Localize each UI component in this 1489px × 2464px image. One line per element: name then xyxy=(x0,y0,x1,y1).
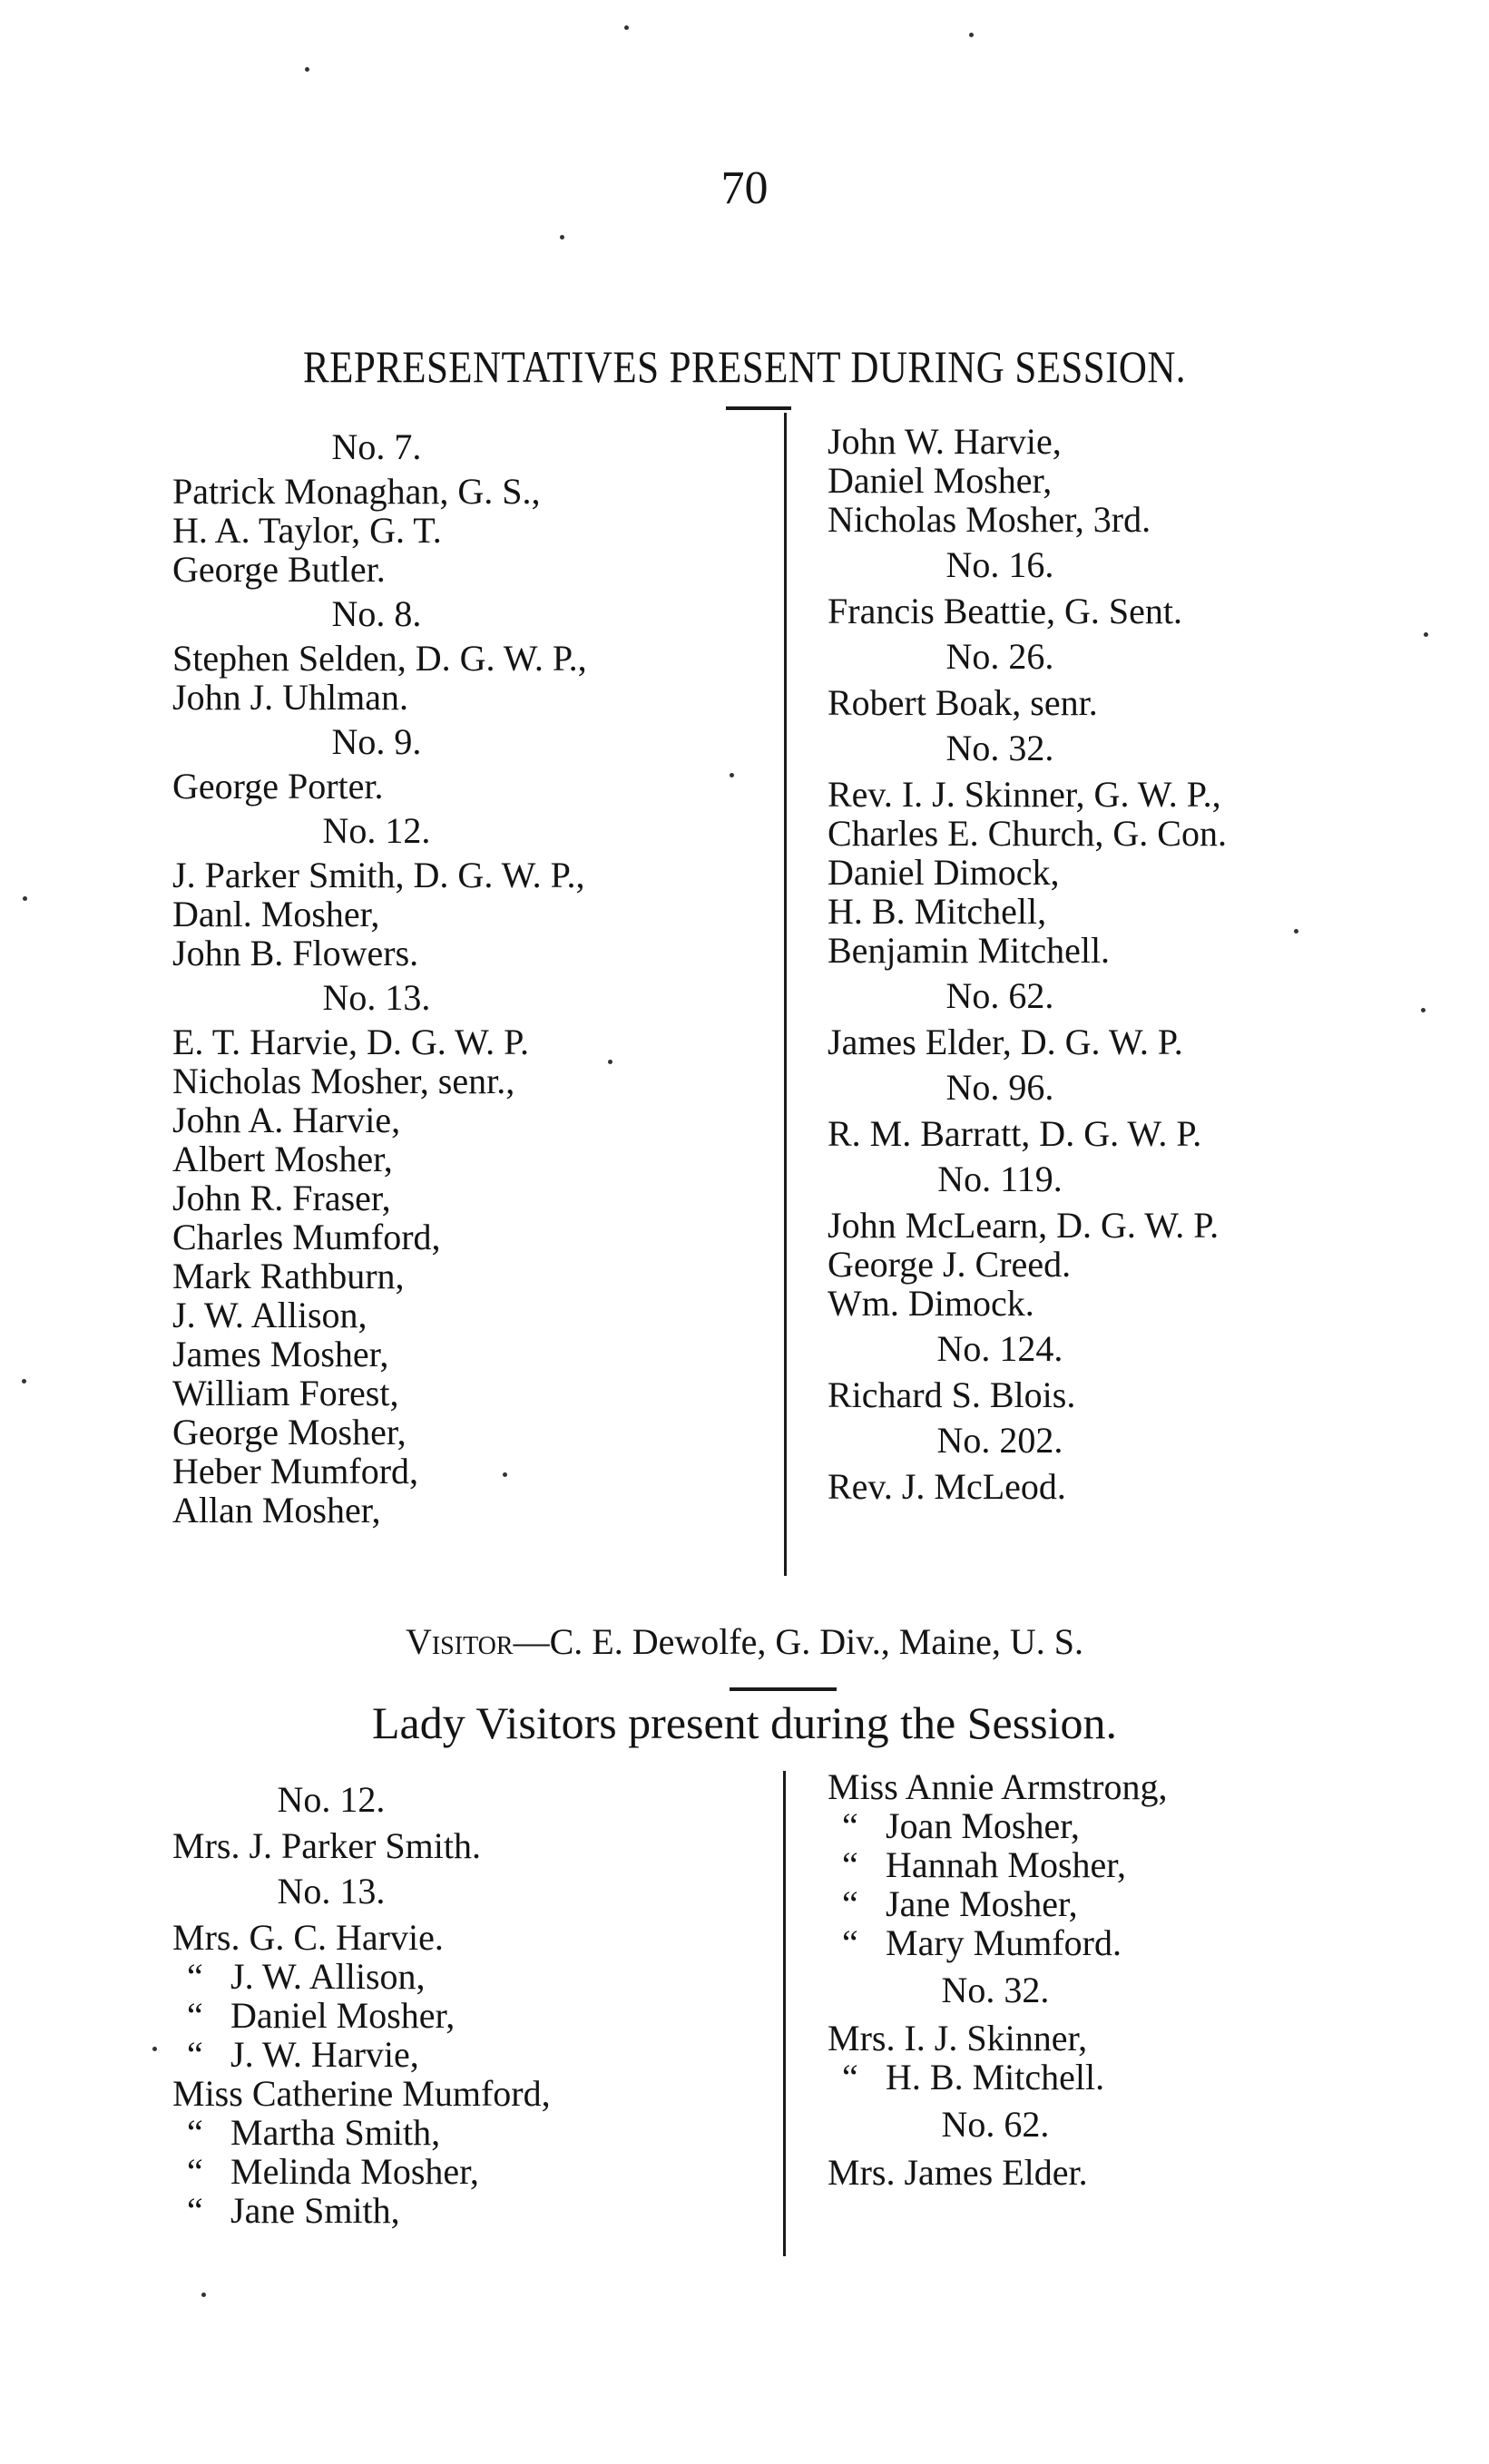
print-speck xyxy=(201,2293,206,2297)
member-name: William Forest, xyxy=(172,1373,399,1413)
member-name: John A. Harvie, xyxy=(172,1100,401,1140)
print-speck xyxy=(624,25,629,30)
lodge-number: No. 32. xyxy=(941,1970,1050,2010)
lady-visitor-entry xyxy=(172,2152,762,2191)
representatives-left-column xyxy=(172,422,762,1530)
member-name: Charles E. Church, G. Con. xyxy=(828,813,1227,854)
lady-visitor-entry xyxy=(828,2019,1336,2058)
visitor-name: Hannah Mosher, xyxy=(886,1844,1126,1885)
visitor-name: H. B. Mitchell. xyxy=(886,2057,1105,2097)
member-name: John B. Flowers. xyxy=(172,933,419,973)
lodge-number: No. 13. xyxy=(277,1871,386,1912)
print-speck xyxy=(969,33,974,37)
print-speck xyxy=(560,235,564,240)
visitor-name: Jane Smith, xyxy=(230,2190,400,2231)
lodge-number: No. 124. xyxy=(936,1328,1063,1369)
member-name: Charles Mumford, xyxy=(172,1217,441,1257)
member-name: Francis Beattie, G. Sent. xyxy=(828,591,1183,631)
lady-visitor-entry xyxy=(828,1806,1336,1845)
visitor-name: Joan Mosher, xyxy=(886,1805,1080,1846)
lady-visitor-entry xyxy=(172,2113,762,2152)
ditto-mark: “ xyxy=(842,1844,858,1885)
lodge-number: No. 16. xyxy=(945,544,1054,585)
print-speck xyxy=(608,1060,612,1064)
lodge-number: No. 9. xyxy=(331,721,422,762)
member-name: Nicholas Mosher, 3rd. xyxy=(828,499,1151,540)
visitor-name: Mrs. I. J. Skinner, xyxy=(828,2018,1088,2058)
ditto-mark: “ xyxy=(842,1883,858,1924)
lady-visitor-entry xyxy=(172,1918,762,1957)
visitor-name: Daniel Mosher, xyxy=(230,1995,456,2036)
member-name: H. B. Mitchell, xyxy=(828,891,1047,932)
visitor-name: J. W. Allison, xyxy=(230,1956,426,1997)
ditto-mark: “ xyxy=(187,2112,203,2153)
lady-column-divider xyxy=(783,1771,786,2256)
section-rule xyxy=(730,1687,837,1691)
ditto-mark: “ xyxy=(187,1956,203,1997)
lodge-number: No. 12. xyxy=(277,1779,386,1820)
visitor-name: Melinda Mosher, xyxy=(230,2151,479,2192)
column-divider xyxy=(784,413,787,1576)
member-name: J. Parker Smith, D. G. W. P., xyxy=(172,855,585,895)
member-name: Rev. J. McLeod. xyxy=(828,1466,1066,1507)
lodge-number: No. 7. xyxy=(331,426,422,467)
heading-rule xyxy=(726,406,791,410)
member-name: Daniel Dimock, xyxy=(828,852,1060,893)
lady-visitor-entry xyxy=(172,2191,762,2230)
member-name: Wm. Dimock. xyxy=(828,1283,1034,1324)
visitor-line xyxy=(0,1620,1489,1663)
lodge-number: No. 96. xyxy=(945,1067,1054,1108)
visitor-text: —C. E. Dewolfe, G. Div., Maine, U. S. xyxy=(513,1621,1084,1662)
visitor-name: J. W. Harvie, xyxy=(230,2034,419,2075)
print-speck xyxy=(730,773,734,777)
visitor-name: Mrs. J. Parker Smith. xyxy=(172,1825,481,1866)
ditto-mark: “ xyxy=(187,2190,203,2231)
lady-visitors-left-column xyxy=(172,1774,762,2230)
lady-visitor-entry xyxy=(828,2058,1336,2097)
ditto-mark: “ xyxy=(187,2034,203,2075)
print-speck xyxy=(152,2047,157,2051)
visitor-name: Mrs. James Elder. xyxy=(828,2152,1088,2193)
visitor-name: Martha Smith, xyxy=(230,2112,441,2153)
lady-visitor-entry xyxy=(172,2035,762,2074)
print-speck xyxy=(22,1379,26,1384)
member-name: Allan Mosher, xyxy=(172,1490,381,1530)
print-speck xyxy=(503,1472,507,1477)
lady-visitor-entry xyxy=(828,2153,1336,2192)
lady-visitor-entry xyxy=(828,1767,1336,1806)
visitor-name: Jane Mosher, xyxy=(886,1883,1078,1924)
lodge-number: No. 12. xyxy=(322,810,431,851)
lodge-number: No. 8. xyxy=(331,593,422,634)
ditto-mark: “ xyxy=(842,1922,858,1963)
member-name: Mark Rathburn, xyxy=(172,1256,405,1296)
page-number: 70 xyxy=(720,162,769,214)
lady-visitor-entry xyxy=(172,1996,762,2035)
visitor-name: Miss Catherine Mumford, xyxy=(172,2073,551,2114)
member-name: Richard S. Blois. xyxy=(828,1374,1076,1415)
representatives-right-column xyxy=(828,422,1336,1506)
lady-visitor-entry xyxy=(172,2074,762,2113)
member-name: Rev. I. J. Skinner, G. W. P., xyxy=(828,774,1221,815)
member-name: Nicholas Mosher, senr., xyxy=(172,1061,515,1101)
lodge-number: No. 32. xyxy=(945,728,1054,768)
member-name: H. A. Taylor, G. T. xyxy=(172,510,442,551)
visitor-name: Mrs. G. C. Harvie. xyxy=(172,1917,444,1958)
member-name: John McLearn, D. G. W. P. xyxy=(828,1205,1220,1246)
member-name: Patrick Monaghan, G. S., xyxy=(172,471,541,512)
member-name: George Porter. xyxy=(172,766,384,807)
member-name: John J. Uhlman. xyxy=(172,677,408,718)
member-name: George Mosher, xyxy=(172,1412,407,1452)
lodge-number: No. 13. xyxy=(322,977,431,1018)
lodge-number: No. 62. xyxy=(945,975,1054,1016)
member-name: R. M. Barratt, D. G. W. P. xyxy=(828,1113,1202,1154)
member-name: James Elder, D. G. W. P. xyxy=(828,1022,1183,1062)
lady-visitors-right-column xyxy=(828,1767,1336,2192)
member-name: E. T. Harvie, D. G. W. P. xyxy=(172,1022,529,1062)
member-name: George J. Creed. xyxy=(828,1244,1072,1285)
member-name: Benjamin Mitchell. xyxy=(828,930,1111,971)
print-speck xyxy=(1424,632,1428,637)
ditto-mark: “ xyxy=(187,2151,203,2192)
visitor-label: Visitor xyxy=(405,1621,514,1662)
lady-visitor-entry xyxy=(828,1923,1336,1962)
ditto-mark: “ xyxy=(187,1995,203,2036)
ditto-mark: “ xyxy=(842,2057,858,2097)
page-heading: REPRESENTATIVES PRESENT DURING SESSION. xyxy=(303,341,1186,392)
member-name: Robert Boak, senr. xyxy=(828,682,1098,723)
lodge-number: No. 119. xyxy=(937,1159,1063,1199)
print-speck xyxy=(305,67,309,72)
member-name: Albert Mosher, xyxy=(172,1139,393,1179)
lodge-number: No. 202. xyxy=(936,1420,1063,1461)
lodge-number: No. 26. xyxy=(945,636,1054,677)
lodge-number: No. 62. xyxy=(941,2104,1050,2145)
member-name: George Butler. xyxy=(172,549,386,590)
visitor-name: Mary Mumford. xyxy=(886,1922,1122,1963)
lady-visitor-entry xyxy=(172,1957,762,1996)
lady-visitor-entry xyxy=(828,1884,1336,1923)
lady-visitor-entry xyxy=(828,1845,1336,1884)
member-name: John W. Harvie, xyxy=(828,421,1062,462)
member-name: Stephen Selden, D. G. W. P., xyxy=(172,638,587,679)
lady-visitor-entry xyxy=(172,1826,762,1865)
ditto-mark: “ xyxy=(842,1805,858,1846)
member-name: Heber Mumford, xyxy=(172,1451,419,1491)
member-name: Daniel Mosher, xyxy=(828,460,1053,501)
print-speck xyxy=(23,896,27,901)
lady-visitors-heading: Lady Visitors present during the Session. xyxy=(372,1697,1117,1748)
member-name: Danl. Mosher, xyxy=(172,894,380,934)
print-speck xyxy=(1294,929,1298,934)
print-speck xyxy=(1421,1008,1425,1012)
member-name: John R. Fraser, xyxy=(172,1178,391,1218)
visitor-name: Miss Annie Armstrong, xyxy=(828,1766,1168,1807)
member-name: James Mosher, xyxy=(172,1334,389,1374)
member-name: J. W. Allison, xyxy=(172,1295,367,1335)
